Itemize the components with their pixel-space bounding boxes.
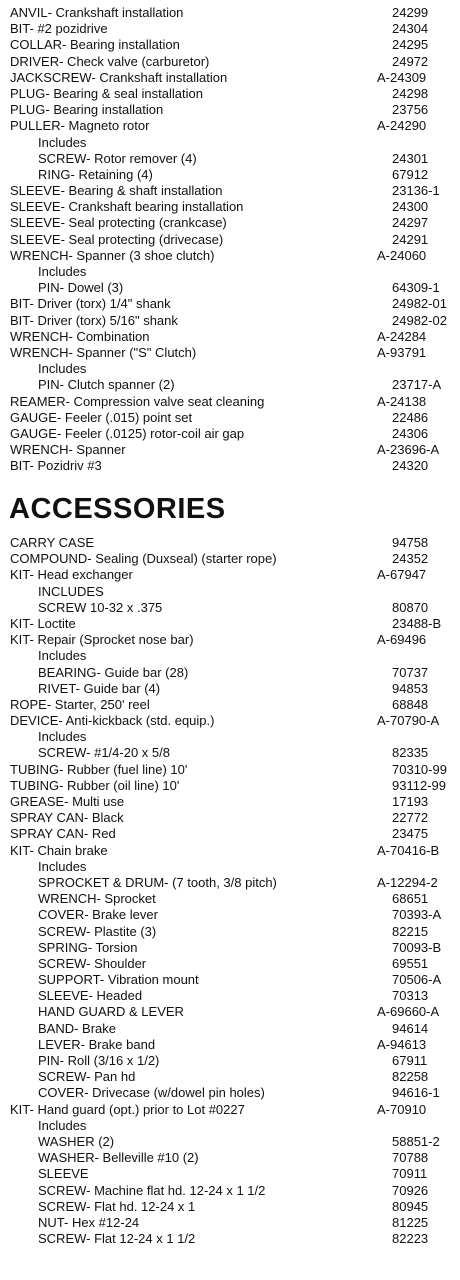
part-number: 82223 — [392, 1231, 429, 1247]
part-description: Includes — [38, 858, 87, 874]
part-description: BIT- #2 pozidrive — [10, 21, 108, 37]
part-row — [0, 713, 460, 729]
part-description: TUBING- Rubber (fuel line) 10' — [10, 761, 188, 777]
included-part-row — [0, 280, 460, 296]
part-number: 70093-B — [392, 939, 442, 955]
part-description: ROPE- Starter, 250' reel — [10, 696, 150, 712]
part-number: 24291 — [392, 231, 429, 247]
part-description: COVER- Brake lever — [38, 907, 158, 923]
part-description: SCREW- #1/4-20 x 5/8 — [38, 745, 170, 761]
part-number: 24352 — [392, 551, 429, 567]
part-number: 67912 — [392, 166, 429, 182]
included-part-row — [0, 956, 460, 972]
included-part-row — [0, 1199, 460, 1215]
part-number: 24300 — [392, 199, 429, 215]
part-row — [0, 54, 460, 70]
part-description: COMPOUND- Sealing (Duxseal) (starter rope) — [10, 551, 277, 567]
part-number: 70911 — [392, 1166, 428, 1182]
part-row — [0, 458, 460, 474]
part-description: WASHER (2) — [38, 1133, 115, 1149]
part-description: REAMER- Compression valve seat cleaning — [10, 393, 265, 409]
part-description: RING- Retaining (4) — [38, 166, 153, 182]
included-part-row — [0, 1053, 460, 1069]
part-number: A-70910 — [377, 1101, 427, 1117]
part-description: SCREW- Machine flat hd. 12-24 x 1 1/2 — [38, 1182, 266, 1198]
included-part-row — [0, 665, 460, 681]
part-row — [0, 215, 460, 231]
included-part-row — [0, 1085, 460, 1101]
part-number: 64309-1 — [392, 280, 440, 296]
part-number: A-69496 — [377, 632, 427, 648]
part-number: 23488-B — [392, 615, 442, 631]
part-description: SPRING- Torsion — [38, 939, 138, 955]
part-number: 82215 — [392, 923, 429, 939]
part-number: A-94613 — [377, 1036, 427, 1052]
included-part-row — [0, 681, 460, 697]
included-part-row — [0, 1037, 460, 1053]
part-row — [0, 37, 460, 53]
part-description: COVER- Drivecase (w/dowel pin holes) — [38, 1085, 265, 1101]
included-part-row — [0, 151, 460, 167]
part-row — [0, 329, 460, 345]
included-part-row — [0, 1150, 460, 1166]
part-row — [0, 826, 460, 842]
part-description: Includes — [38, 648, 87, 664]
part-description: Includes — [38, 361, 87, 377]
part-number: 94758 — [392, 535, 429, 550]
part-description: GREASE- Multi use — [10, 794, 125, 809]
part-description: BIT- Driver (torx) 5/16" shank — [10, 312, 178, 328]
part-description: PIN- Roll (3/16 x 1/2) — [38, 1053, 160, 1068]
part-row — [0, 1102, 460, 1118]
included-part-row — [0, 1215, 460, 1231]
part-description: WRENCH- Spanner (3 shoe clutch) — [10, 247, 215, 263]
part-description: SLEEVE — [38, 1166, 89, 1182]
part-description: PIN- Clutch spanner (2) — [38, 377, 175, 393]
included-part-row — [0, 1183, 460, 1199]
included-part-row — [0, 1118, 460, 1134]
part-row — [0, 70, 460, 86]
part-row — [0, 762, 460, 778]
part-number: 68651 — [392, 891, 429, 907]
part-description: SCREW- Flat hd. 12-24 x 1 — [38, 1198, 196, 1214]
part-description: WRENCH- Spanner — [10, 442, 126, 458]
part-description: KIT- Hand guard (opt.) prior to Lot #0227 — [10, 1101, 245, 1117]
included-part-row — [0, 600, 460, 616]
part-number: A-70790-A — [377, 713, 440, 729]
part-number: 70393-A — [392, 907, 442, 923]
part-description: SCREW- Flat 12-24 x 1 1/2 — [38, 1231, 196, 1247]
part-number: 24299 — [392, 5, 429, 20]
part-description: TUBING- Rubber (oil line) 10' — [10, 777, 180, 793]
part-number: 24297 — [392, 215, 429, 231]
part-description: SPRAY CAN- Red — [10, 826, 116, 842]
part-description: SLEEVE- Seal protecting (crankcase) — [10, 215, 227, 231]
part-description: SCREW- Rotor remover (4) — [38, 150, 197, 166]
part-description: PULLER- Magneto rotor — [10, 118, 150, 134]
part-description: JACKSCREW- Crankshaft installation — [10, 69, 228, 85]
part-number: A-67947 — [377, 567, 427, 583]
part-description: SUPPORT- Vibration mount — [38, 972, 199, 988]
part-description: INCLUDES — [38, 583, 104, 599]
part-row — [0, 442, 460, 458]
part-row — [0, 810, 460, 826]
part-description: BEARING- Guide bar (28) — [38, 664, 189, 680]
part-row — [0, 697, 460, 713]
part-description: SCREW- Pan hd — [38, 1069, 136, 1085]
part-number: 70788 — [392, 1150, 429, 1166]
part-number: 82258 — [392, 1069, 429, 1085]
part-description: SCREW- Shoulder — [38, 955, 147, 971]
part-number: 80945 — [392, 1198, 429, 1214]
part-number: 23756 — [392, 102, 429, 118]
part-number: 93112-99 — [392, 777, 446, 793]
part-description: GAUGE- Feeler (.0125) rotor-coil air gap — [10, 425, 245, 441]
part-description: SCREW- Plastite (3) — [38, 923, 157, 939]
included-part-row — [0, 264, 460, 280]
part-description: Includes — [38, 134, 87, 150]
part-description: WRENCH- Sprocket — [38, 891, 156, 907]
included-part-row — [0, 1004, 460, 1020]
part-description: RIVET- Guide bar (4) — [38, 680, 161, 696]
part-description: SLEEVE- Seal protecting (drivecase) — [10, 231, 224, 247]
part-row — [0, 394, 460, 410]
part-description: KIT- Loctite — [10, 615, 76, 631]
part-number: A-12294-2 — [377, 874, 438, 890]
part-number: 17193 — [392, 794, 429, 809]
included-part-row — [0, 1069, 460, 1085]
part-description: WRENCH- Spanner ("S" Clutch) — [10, 344, 197, 360]
included-part-row — [0, 167, 460, 183]
included-part-row — [0, 377, 460, 393]
part-description: BAND- Brake — [38, 1020, 117, 1036]
part-number: 22772 — [392, 810, 429, 826]
part-number: A-93791 — [377, 344, 427, 360]
part-number: 24295 — [392, 37, 429, 53]
part-row — [0, 632, 460, 648]
part-row — [0, 183, 460, 199]
part-description: WASHER- Belleville #10 (2) — [38, 1150, 199, 1166]
part-number: A-24309 — [377, 69, 427, 85]
part-row — [0, 313, 460, 329]
part-row — [0, 86, 460, 102]
part-description: PLUG- Bearing installation — [10, 102, 164, 118]
included-part-row — [0, 891, 460, 907]
part-description: BIT- Driver (torx) 1/4" shank — [10, 296, 171, 312]
part-row — [0, 232, 460, 248]
included-part-row — [0, 875, 460, 891]
part-row — [0, 535, 460, 551]
part-row — [0, 21, 460, 37]
included-part-row — [0, 1134, 460, 1150]
part-description: SCREW 10-32 x .375 — [38, 599, 163, 615]
part-description: CARRY CASE — [10, 535, 95, 550]
part-row — [0, 794, 460, 810]
part-number: A-23696-A — [377, 442, 440, 458]
part-row — [0, 567, 460, 583]
part-number: A-69660-A — [377, 1004, 440, 1020]
tools-parts-list — [0, 5, 460, 474]
part-row — [0, 118, 460, 134]
part-number: 24320 — [392, 458, 429, 474]
part-description: LEVER- Brake band — [38, 1036, 156, 1052]
part-description: KIT- Head exchanger — [10, 567, 133, 583]
part-number: 24298 — [392, 85, 429, 101]
part-description: Includes — [38, 1117, 87, 1133]
part-description: SPROCKET & DRUM- (7 tooth, 3/8 pitch) — [38, 874, 277, 890]
part-number: 23475 — [392, 826, 429, 842]
part-description: Includes — [38, 264, 87, 279]
part-number: 24982-01 — [392, 296, 447, 312]
part-row — [0, 102, 460, 118]
included-part-row — [0, 135, 460, 151]
included-part-row — [0, 940, 460, 956]
part-description: COLLAR- Bearing installation — [10, 37, 180, 53]
part-row — [0, 426, 460, 442]
part-description: ANVIL- Crankshaft installation — [10, 5, 184, 20]
part-number: 24306 — [392, 425, 429, 441]
included-part-row — [0, 745, 460, 761]
part-description: PLUG- Bearing & seal installation — [10, 85, 203, 101]
part-description: DEVICE- Anti-kickback (std. equip.) — [10, 713, 215, 729]
part-number: 24304 — [392, 21, 429, 37]
part-number: 24301 — [392, 150, 429, 166]
included-part-row — [0, 648, 460, 664]
part-number: 80870 — [392, 599, 429, 615]
part-description: WRENCH- Combination — [10, 328, 150, 344]
part-number: 24982-02 — [392, 312, 447, 328]
part-number: A-24138 — [377, 393, 427, 409]
part-description: BIT- Pozidriv #3 — [10, 458, 102, 474]
included-part-row — [0, 859, 460, 875]
part-number: 82335 — [392, 745, 429, 761]
part-number: 67911 — [392, 1053, 428, 1068]
part-description: SLEEVE- Crankshaft bearing installation — [10, 199, 244, 215]
part-row — [0, 5, 460, 21]
part-number: 70926 — [392, 1182, 429, 1198]
part-number: A-70416-B — [377, 842, 440, 858]
part-number: 68848 — [392, 696, 429, 712]
part-number: 70506-A — [392, 972, 442, 988]
included-part-row — [0, 1231, 460, 1247]
included-part-row — [0, 924, 460, 940]
part-description: DRIVER- Check valve (carburetor) — [10, 53, 210, 69]
part-number: 70313 — [392, 988, 429, 1004]
included-part-row — [0, 988, 460, 1004]
part-number: 94616-1 — [392, 1085, 440, 1101]
part-row — [0, 345, 460, 361]
part-number: A-24290 — [377, 118, 427, 134]
part-number: A-24060 — [377, 247, 427, 263]
part-row — [0, 616, 460, 632]
part-number: 94853 — [392, 680, 429, 696]
included-part-row — [0, 907, 460, 923]
part-number: 69551 — [392, 955, 429, 971]
part-row — [0, 778, 460, 794]
accessories-heading: ACCESSORIES — [9, 493, 226, 525]
part-description: PIN- Dowel (3) — [38, 280, 124, 296]
accessories-parts-list — [0, 535, 460, 1247]
part-description: KIT- Repair (Sprocket nose bar) — [10, 632, 194, 648]
part-number: 24972 — [392, 53, 429, 69]
part-row — [0, 248, 460, 264]
part-description: SLEEVE- Headed — [38, 988, 143, 1004]
part-number: 23136-1 — [392, 183, 440, 199]
part-row — [0, 551, 460, 567]
part-description: Includes — [38, 729, 87, 745]
part-number: 70310-99 — [392, 761, 447, 777]
part-number: 58851-2 — [392, 1133, 440, 1149]
part-number: 22486 — [392, 409, 429, 425]
part-description: GAUGE- Feeler (.015) point set — [10, 409, 193, 425]
part-description: HAND GUARD & LEVER — [38, 1004, 184, 1020]
part-description: KIT- Chain brake — [10, 842, 108, 858]
part-number: A-24284 — [377, 328, 427, 344]
part-number: 70737 — [392, 664, 429, 680]
included-part-row — [0, 1021, 460, 1037]
part-number: 81225 — [392, 1214, 429, 1230]
part-row — [0, 296, 460, 312]
part-row — [0, 199, 460, 215]
included-part-row — [0, 361, 460, 377]
included-part-row — [0, 584, 460, 600]
included-part-row — [0, 1166, 460, 1182]
included-part-row — [0, 729, 460, 745]
part-description: SLEEVE- Bearing & shaft installation — [10, 183, 223, 199]
included-part-row — [0, 972, 460, 988]
part-description: SPRAY CAN- Black — [10, 810, 124, 826]
part-description: NUT- Hex #12-24 — [38, 1214, 140, 1230]
part-number: 94614 — [392, 1020, 429, 1036]
part-row — [0, 843, 460, 859]
part-row — [0, 410, 460, 426]
part-number: 23717-A — [392, 377, 442, 393]
